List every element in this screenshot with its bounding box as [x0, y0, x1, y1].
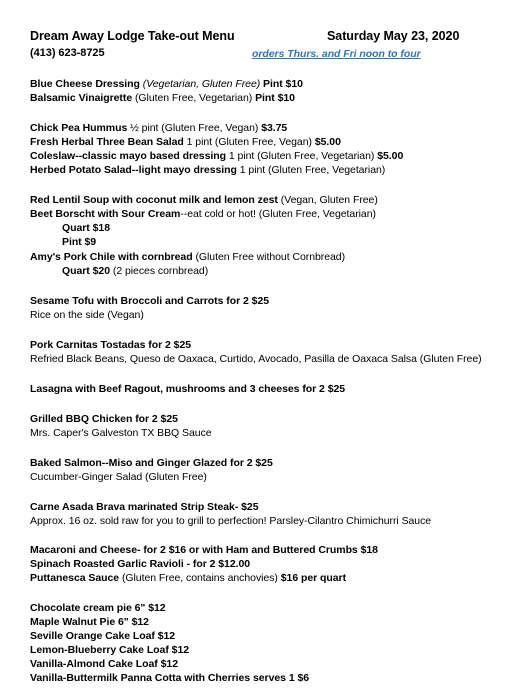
dessert-item: Vanilla-Almond Cake Loaf $12 — [30, 658, 178, 670]
chile-quart-price — [62, 265, 208, 278]
menu-item-salmon: Baked Salmon--Miso and Ginger Glazed for 2 $25 — [30, 457, 273, 469]
menu-item-bean-salad — [30, 136, 341, 149]
soup-pint-price: Pint $9 — [62, 236, 97, 248]
dessert-item: Chocolate cream pie 6" $12 — [30, 602, 166, 614]
item-description: Mrs. Caper's Galveston TX BBQ Sauce — [30, 427, 212, 439]
item-price: $5.00 — [311, 136, 341, 148]
dessert-item: Seville Orange Cake Loaf $12 — [30, 630, 176, 642]
item-note: (Gluten Free, Vegetarian) — [132, 92, 253, 104]
item-note: ½ pint (Gluten Free, Vegan) — [127, 122, 259, 134]
order-hours-link[interactable]: orders Thurs. and Fri noon to four — [252, 48, 421, 60]
menu-item-puttanesca — [30, 572, 346, 585]
menu-item-lasagna: Lasagna with Beef Ragout, mushrooms and 3 cheeses for 2 $25 — [30, 383, 346, 395]
item-note: 1 pint (Gluten Free, Vegetarian) — [225, 150, 375, 162]
item-note: (Gluten Free without Cornbread) — [192, 251, 346, 263]
menu-item-borscht — [30, 208, 376, 221]
item-note: (2 pieces cornbread) — [110, 265, 209, 277]
item-name: Amy's Pork Chile with cornbread — [30, 251, 193, 263]
item-name: Fresh Herbal Three Bean Salad — [30, 136, 184, 148]
item-name: Coleslaw--classic mayo based dressing — [30, 150, 226, 162]
dessert-item: Lemon-Blueberry Cake Loaf $12 — [30, 644, 190, 656]
item-price: $16 per quart — [277, 572, 347, 584]
menu-item-lentil-soup — [30, 194, 378, 207]
menu-item-blue-cheese — [30, 78, 303, 91]
item-note: 1 pint (Gluten Free, Vegan) — [183, 136, 312, 148]
menu-item-balsamic — [30, 92, 295, 105]
menu-item-bbq-chicken: Grilled BBQ Chicken for 2 $25 — [30, 413, 178, 425]
item-name: Red Lentil Soup with coconut milk and lemon zest — [30, 194, 278, 206]
menu-item-sesame-tofu — [30, 295, 269, 308]
item-note: (Vegan, Gluten Free) — [277, 194, 378, 206]
item-name: Chick Pea Hummus — [30, 122, 128, 134]
menu-item-ravioli: Spinach Roasted Garlic Ravioli - for 2 $12.00 — [30, 558, 251, 570]
item-description: Cucumber-Ginger Salad (Gluten Free) — [30, 471, 207, 483]
item-name: Beet Borscht with Sour Cream — [30, 208, 181, 220]
menu-title: Dream Away Lodge Take-out Menu — [30, 29, 235, 43]
item-price: $5.00 — [374, 150, 404, 162]
item-description: Refried Black Beans, Queso de Oaxaca, Curtido, Avocado, Pasilla de Oaxaca Salsa (Gluten Free) — [30, 353, 482, 365]
dessert-item: Maple Walnut Pie 6" $12 — [30, 616, 149, 628]
item-price: $3.75 — [258, 122, 288, 134]
soup-quart-price: Quart $18 — [62, 222, 110, 234]
item-note: (Gluten Free, contains anchovies) — [119, 572, 278, 584]
menu-item-hummus — [30, 122, 287, 135]
item-price: for 2 $25 — [223, 295, 270, 307]
menu-item-carnitas: Pork Carnitas Tostadas for 2 $25 — [30, 339, 192, 351]
menu-item-mac-and-cheese: Macaroni and Cheese- for 2 $16 or with Ham and Buttered Crumbs $18 — [30, 544, 378, 556]
item-name: Herbed Potato Salad--light mayo dressing — [30, 164, 237, 176]
menu-item-pork-chile — [30, 251, 345, 264]
item-price: Pint $10 — [260, 78, 303, 90]
item-description: Rice on the side (Vegan) — [30, 309, 144, 321]
item-name: Balsamic Vinaigrette — [30, 92, 133, 104]
item-name: Blue Cheese Dressing — [30, 78, 140, 90]
menu-item-strip-steak: Carne Asada Brava marinated Strip Steak- $25 — [30, 501, 259, 513]
item-price: Quart $20 — [62, 265, 110, 277]
item-note: (Vegetarian, Gluten Free) — [139, 78, 261, 90]
dessert-item: Vanilla-Buttermilk Panna Cotta with Cherries serves 1 $6 — [30, 672, 310, 684]
item-description: Approx. 16 oz. sold raw for you to grill to perfection! Parsley-Cilantro Chimichurri Sauce — [30, 515, 432, 527]
item-note: 1 pint (Gluten Free, Vegetarian) — [236, 164, 386, 176]
item-name: Sesame Tofu with Broccoli and Carrots — [30, 295, 224, 307]
menu-date: Saturday May 23, 2020 — [327, 29, 460, 43]
item-note: --eat cold or hot! (Gluten Free, Vegetarian) — [180, 208, 376, 220]
menu-item-coleslaw — [30, 150, 403, 163]
phone-number: (413) 623-8725 — [30, 47, 105, 59]
menu-item-potato-salad — [30, 164, 385, 177]
item-name: Puttanesca Sauce — [30, 572, 120, 584]
item-price: Pint $10 — [252, 92, 295, 104]
